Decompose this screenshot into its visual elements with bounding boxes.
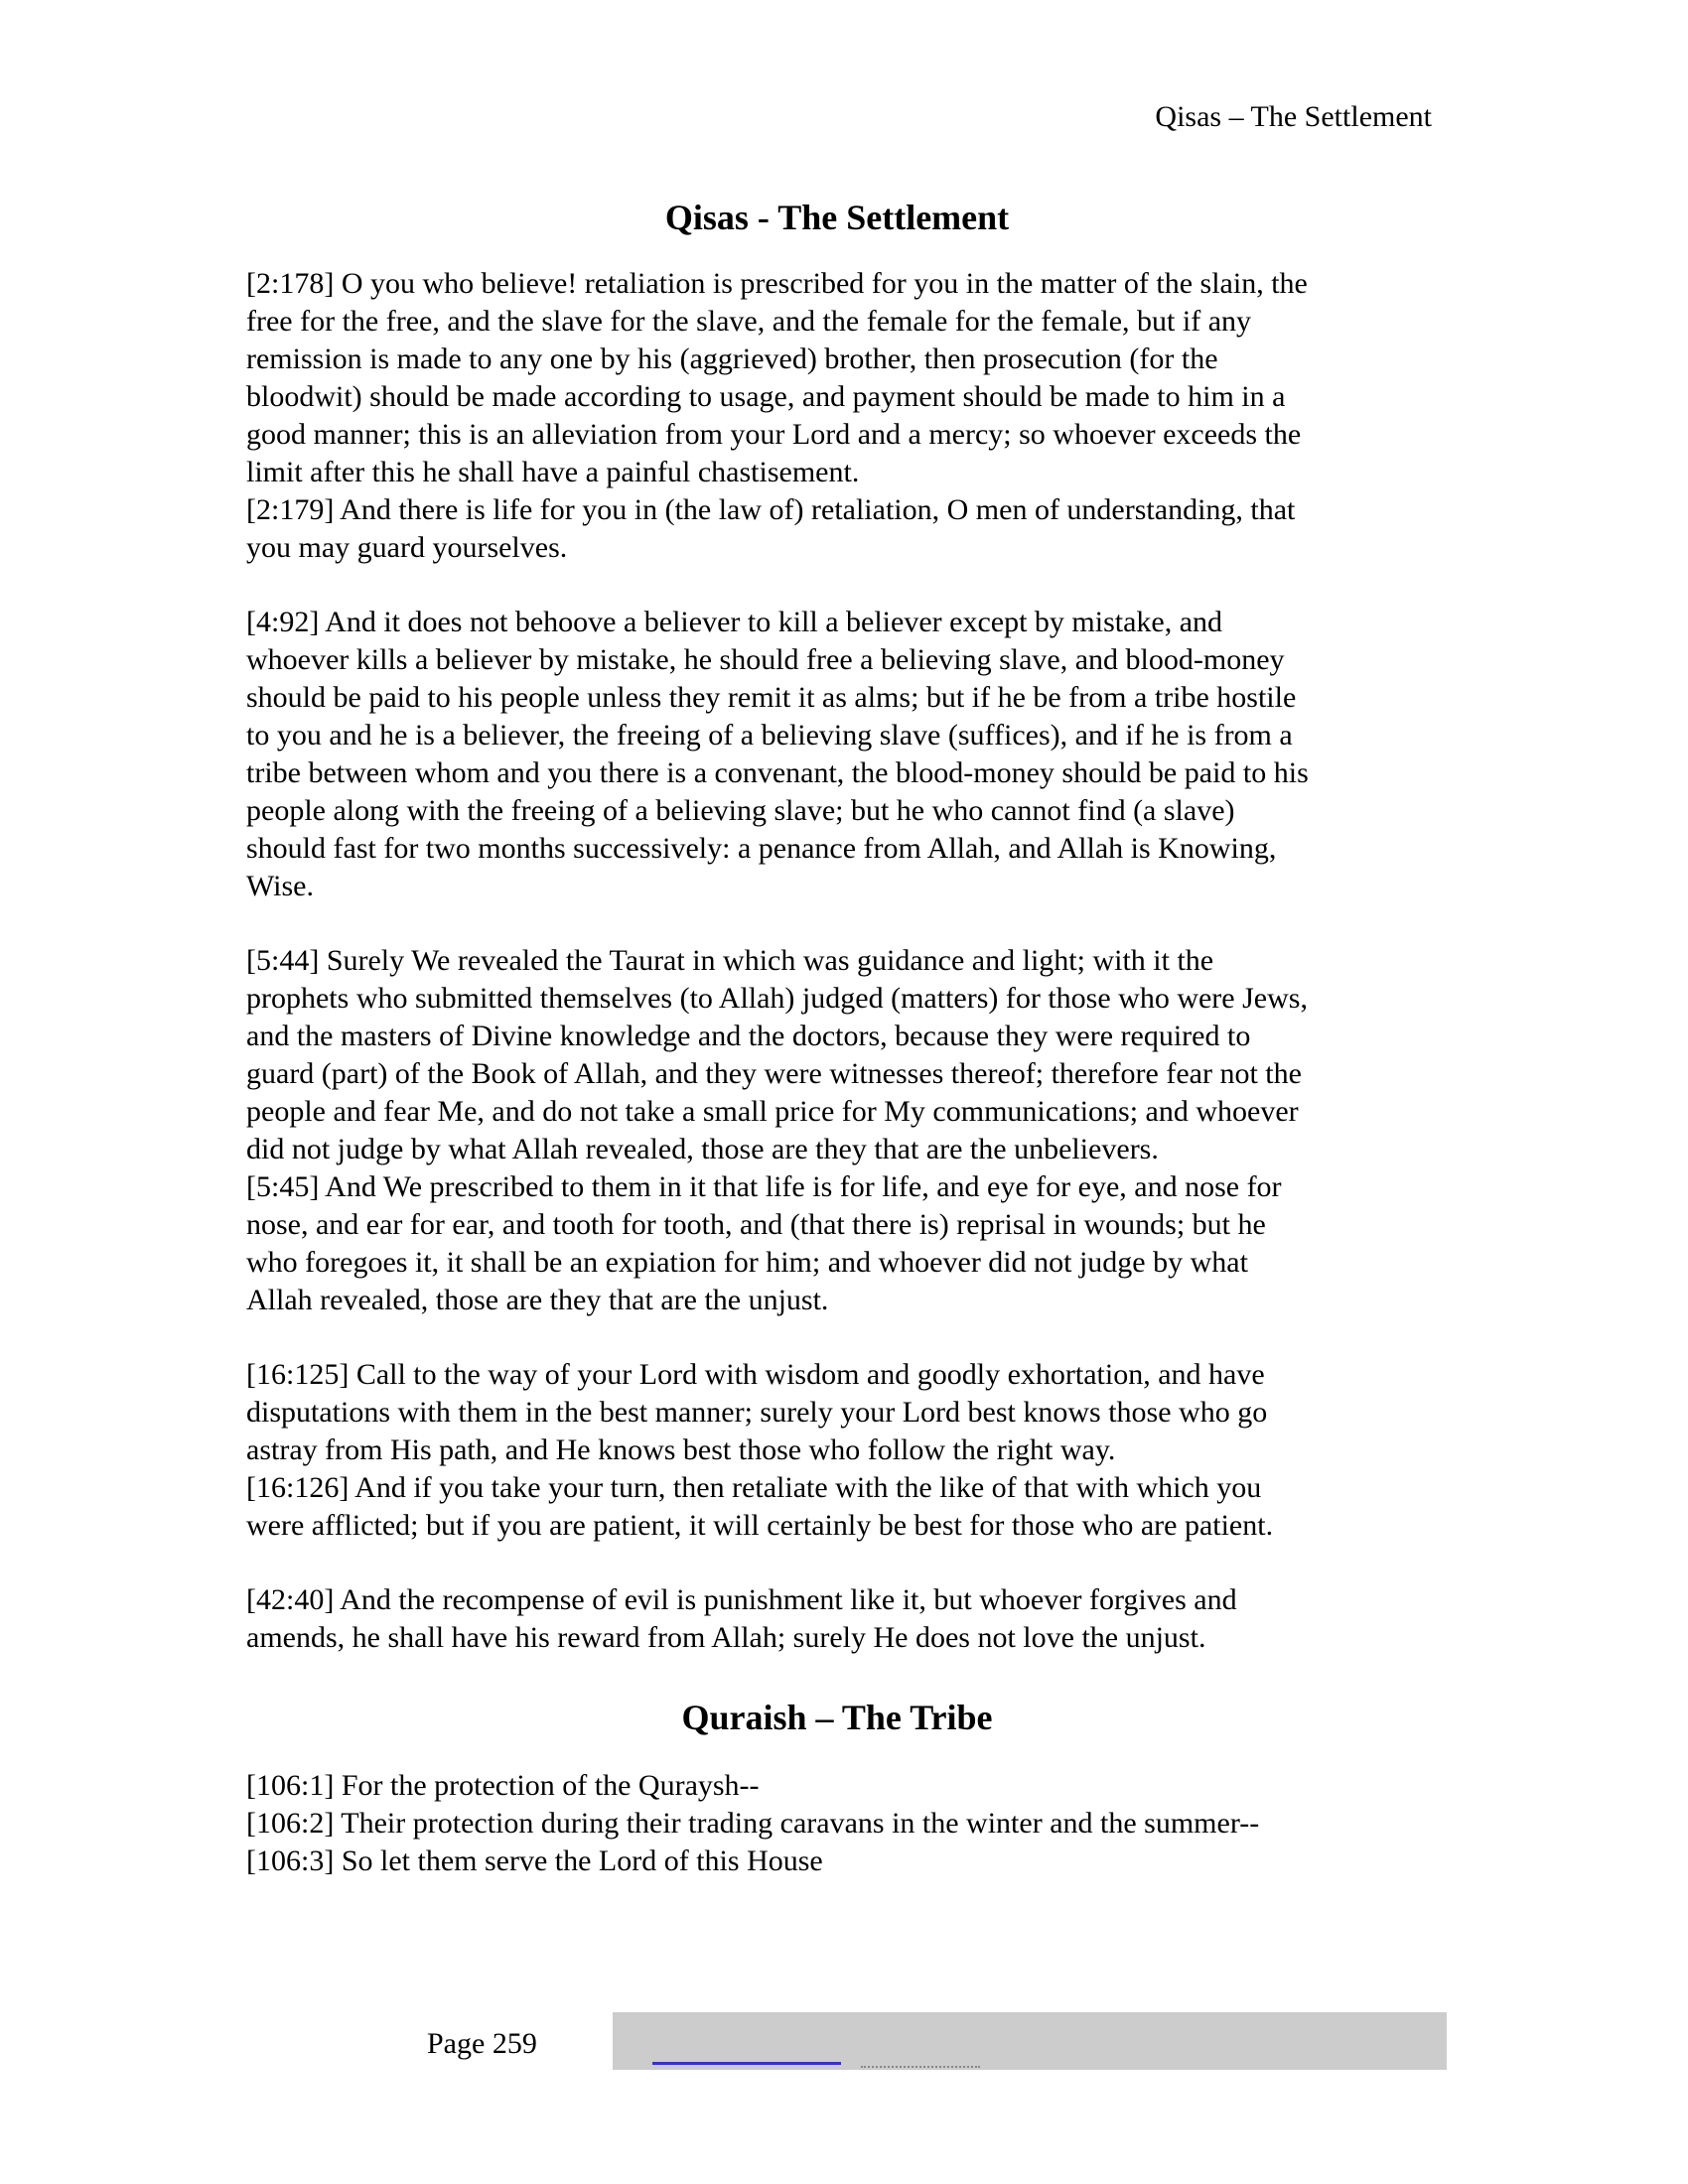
text-line: [106:3] So let them serve the Lord of this House	[246, 1844, 823, 1877]
text-line: you may guard yourselves.	[246, 531, 568, 564]
paragraph	[246, 942, 1438, 1319]
text-line: [5:45] And We prescribed to them in it that life is for life, and eye for eye, and nose for	[246, 1170, 1282, 1203]
text-line: [4:92] And it does not behoove a believer to kill a believer except by mistake, and	[246, 606, 1223, 638]
text-line: whoever kills a believer by mistake, he should free a believing slave, and blood-money	[246, 643, 1285, 676]
text-line: who foregoes it, it shall be an expiation for him; and whoever did not judge by what	[246, 1246, 1248, 1279]
text-line: and the masters of Divine knowledge and the doctors, because they were required to	[246, 1020, 1251, 1052]
running-header: Qisas – The Settlement	[1155, 100, 1432, 133]
text-line: amends, he shall have his reward from Allah; surely He does not love the unjust.	[246, 1621, 1206, 1654]
text-line: to you and he is a believer, the freeing of a believing slave (suffices), and if he is from a	[246, 719, 1293, 751]
section-body-qisas	[246, 265, 1438, 1657]
page-number: Page 259	[427, 2027, 537, 2060]
paragraph	[246, 265, 1438, 567]
text-line: prophets who submitted themselves (to Allah) judged (matters) for those who were Jews,	[246, 982, 1308, 1015]
text-line: people and fear Me, and do not take a small price for My communications; and whoever	[246, 1095, 1299, 1128]
text-line: were afflicted; but if you are patient, it will certainly be best for those who are patient.	[246, 1509, 1274, 1542]
paragraph	[246, 1581, 1438, 1657]
text-line: astray from His path, and He knows best those who follow the right way.	[246, 1433, 1116, 1466]
text-line: [5:44] Surely We revealed the Taurat in which was guidance and light; with it the	[246, 944, 1214, 977]
text-line: [16:126] And if you take your turn, then retaliate with the like of that with which you	[246, 1471, 1262, 1504]
text-line: guard (part) of the Book of Allah, and they were witnesses thereof; therefore fear not the	[246, 1057, 1302, 1090]
footer-link-underline[interactable]	[652, 2062, 841, 2065]
text-line: Allah revealed, those are they that are the unjust.	[246, 1284, 829, 1316]
text-line: free for the free, and the slave for the slave, and the female for the female, but if any	[246, 305, 1252, 338]
text-line: [16:125] Call to the way of your Lord with wisdom and goodly exhortation, and have	[246, 1358, 1265, 1391]
text-line: tribe between whom and you there is a convenant, the blood-money should be paid to his	[246, 756, 1309, 789]
text-line: limit after this he shall have a painful chastisement.	[246, 456, 860, 488]
paragraph	[246, 604, 1438, 905]
text-line: [106:2] Their protection during their trading caravans in the winter and the summer--	[246, 1807, 1260, 1840]
text-line: did not judge by what Allah revealed, those are they that are the unbelievers.	[246, 1133, 1159, 1165]
text-line: should fast for two months successively: a penance from Allah, and Allah is Knowing,	[246, 832, 1277, 865]
text-line: [2:179] And there is life for you in (the law of) retaliation, O men of understanding, that	[246, 493, 1296, 526]
text-line: remission is made to any one by his (aggrieved) brother, then prosecution (for the	[246, 342, 1218, 375]
text-line: good manner; this is an alleviation from your Lord and a mercy; so whoever exceeds the	[246, 418, 1302, 451]
paragraph	[246, 1356, 1438, 1545]
section-title-qisas: Qisas - The Settlement	[664, 198, 1010, 237]
text-line: disputations with them in the best manner; surely your Lord best knows those who go	[246, 1396, 1268, 1429]
text-line: should be paid to his people unless they remit it as alms; but if he be from a tribe hostile	[246, 681, 1297, 714]
footer-bar	[613, 2012, 1447, 2070]
page-footer	[0, 2012, 1688, 2082]
text-line: [106:1] For the protection of the Quraysh--	[246, 1769, 760, 1802]
section-title-quraish: Quraish – The Tribe	[681, 1698, 993, 1737]
text-line: people along with the freeing of a believing slave; but he who cannot find (a slave)	[246, 794, 1235, 827]
footer-dotted-line	[861, 2060, 980, 2068]
text-line: [2:178] O you who believe! retaliation is prescribed for you in the matter of the slain, the	[246, 267, 1308, 300]
text-line: bloodwit) should be made according to usage, and payment should be made to him in a	[246, 380, 1286, 413]
section-body-quraish	[246, 1767, 1438, 1880]
document-body	[246, 194, 1438, 1917]
paragraph	[246, 1767, 1438, 1880]
text-line: [42:40] And the recompense of evil is punishment like it, but whoever forgives and	[246, 1583, 1237, 1616]
text-line: Wise.	[246, 870, 314, 902]
text-line: nose, and ear for ear, and tooth for tooth, and (that there is) reprisal in wounds; but he	[246, 1208, 1266, 1241]
